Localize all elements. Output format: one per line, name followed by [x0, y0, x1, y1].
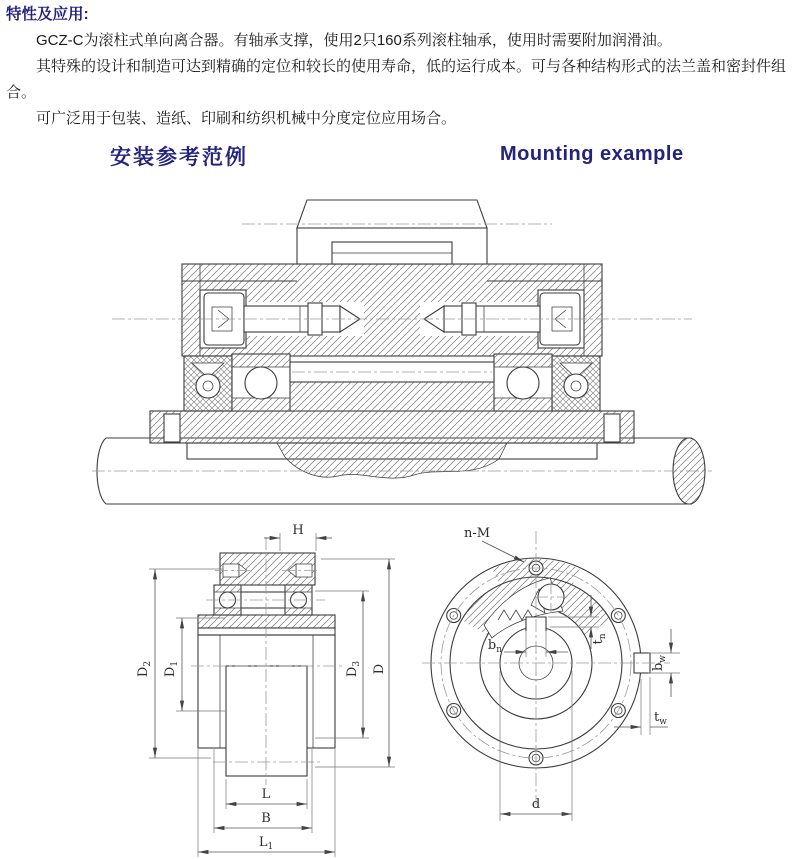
dim-label-nM: n-M [464, 526, 491, 541]
feature-paragraph-1: GCZ-C为滚柱式单向离合器。有轴承支撑，使用2只160系列滚柱轴承，使用时需要附加润滑油。 [36, 32, 672, 49]
dim-label-D: D [372, 663, 387, 675]
dim-label-bn: $b_n$ [487, 638, 502, 655]
dim-label-B: B [261, 811, 271, 826]
dim-label-tn: $t_n$ [591, 633, 608, 645]
dim-label-L1: $L_1$ [258, 835, 274, 852]
bearing-left [232, 354, 290, 411]
dim-label-tw: $t_w$ [654, 710, 667, 727]
dim-label-D2: $D_2$ [136, 660, 153, 678]
seal-left [184, 356, 232, 411]
body-cylinder [198, 635, 335, 776]
features-title: 特性及应用: [6, 6, 89, 23]
dim-label-d: d [531, 797, 541, 812]
mounting-cross-section-drawing [92, 186, 712, 524]
dimension-nM [464, 526, 524, 562]
feature-paragraph-3: 可广泛用于包装、造纸、印刷和纺织机械中分度定位应用场合。 [36, 110, 457, 127]
dim-label-L: L [261, 787, 271, 802]
bearing-right [494, 354, 552, 411]
spacer-sleeve [290, 362, 494, 411]
clutch-hub [297, 200, 487, 264]
dim-label-D3: $D_3$ [345, 660, 362, 678]
dimension-L [226, 779, 307, 809]
outer-ring-block [215, 553, 320, 585]
seal-right [552, 356, 600, 411]
dimension-bn [488, 631, 568, 657]
dimension-bw [648, 629, 680, 697]
dimension-H [264, 523, 332, 551]
front-view-dimension-drawing [418, 521, 800, 859]
heading-zh: 安装参考范例 [110, 146, 248, 169]
dim-label-bw: $b_w$ [651, 654, 668, 672]
dim-label-D1: $D_1$ [163, 660, 180, 678]
features-section [0, 2, 800, 132]
side-view-dimension-drawing [103, 523, 415, 859]
heading-en: Mounting example [500, 143, 684, 165]
dim-label-H: H [292, 523, 304, 538]
feature-paragraph-2: 其特殊的设计和制造可达到精确的定位和较长的使用寿命，低的运行成本。可与各种结构形式的法兰盖和密封件组合。 [6, 58, 787, 101]
base-plate [150, 411, 634, 443]
dimension-D3 [315, 591, 369, 738]
